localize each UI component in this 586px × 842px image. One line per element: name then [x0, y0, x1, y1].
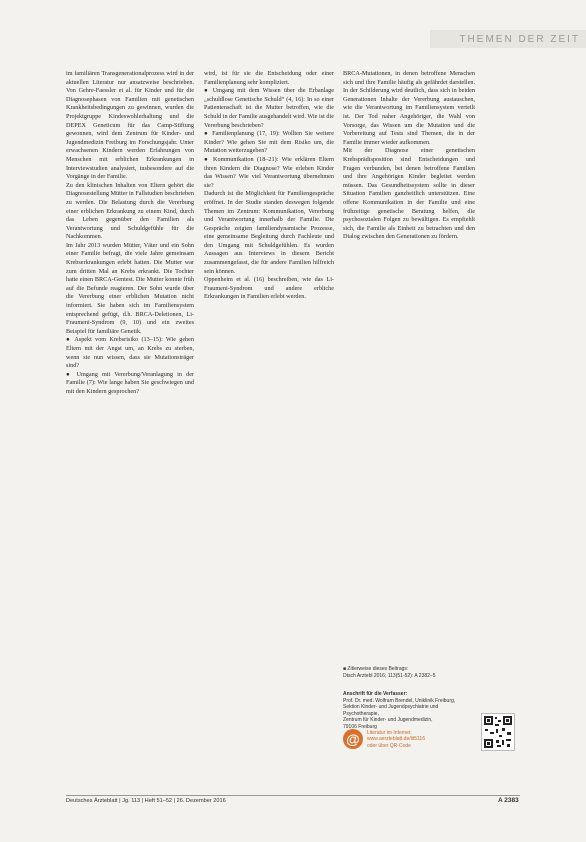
address-line: 79106 Freiburg — [343, 723, 377, 730]
literature-link-box[interactable] — [343, 729, 475, 751]
paragraph: BRCA-Mutationen, in denen betroffene Menschen sich und ihre Familie häufig als gefährdet darstellen. In der Schilderung wird deutlich, dass sich in beiden Generationen Inhalte der Vererbung austauschen, wie die Verantwortung im Familiensystem verteilt ist. Der Tod naher Angehöriger, die Wahl von Vorsorge, das Wissen um die Mutation und die Vorbereitung auf Tests sind Themen, die in der Familie immer wieder aufkommen. — [343, 70, 475, 146]
paragraph: ● Aspekt vom Krebsrisiko (13–15): Wie gehen Eltern mit der Angst um, an Krebs zu sterben, wenn sie nun wissen, dass sie Mutationsträger sind? — [66, 336, 194, 370]
paragraph: ● Umgang mit Vererbung/Veranlagung in der Familie (7): Wie lange haben Sie geschwiegen und mit den Kindern gesprochen? — [66, 370, 194, 395]
citation-label: ■ Zitierweise dieses Beitrags: — [343, 666, 409, 672]
literature-label: Literatur im Internet: — [367, 730, 412, 736]
paragraph: im familiären Transgenerationalprozess wird in der aktuellen Literatur nur ansatzweise beschrieben. Von Gehre-Faessler et al. für Kinder und für die Diagnosephasen von Familien mit genetischen Krankheitsbedingungen zu gewinnen, wurden die Projektgruppe Kindeswohlerhaltung und die DEPEX Geneticum für das Camp-Stiftung gewonnen, wird dem Zentrum für Kinder- und Jugendmedizin Freiburg im Forschungsjahr. Unter erwachsenen Kindern werden Erfahrungen von Menschen mit erblichen Erkrankungen in Interviewstudien analysiert, insbesondere auf die Vorgänge in der Familie. — [66, 70, 194, 181]
paragraph: Zu den klinischen Inhalten von Eltern gehört die Diagnosestellung Mütter in Fallstudien beschrieben zu werden. Die Belastung durch die Vererbung einer erblichen Erkrankung zu einem Kind, durch das Leben gegenüber den Familien als Verantwortung und Schuldgefühle für die Nachkommen. — [66, 181, 194, 241]
literature-qr-note: oder über QR-Code — [367, 742, 411, 749]
footer-rule — [66, 795, 520, 796]
citation-text: Dtsch Arztebl 2016; 113(51-52): A 2382–5 — [343, 672, 436, 679]
section-title: THEMEN DER ZEIT — [459, 34, 580, 45]
footer-journal-info: Deutsches Ärzteblatt | Jg. 113 | Heft 51–52 | 26. Dezember 2016 — [66, 798, 226, 804]
paragraph: wird, ist für sie die Entscheidung oder einer Familienplanung sehr kompliziert. — [204, 70, 334, 86]
qr-code-icon[interactable] — [481, 713, 515, 751]
paragraph: ● Familienplanung (17, 19): Wollten Sie weitere Kinder? Wie gehen Sie mit dem Risiko um, die Mutation weiterzugeben? — [204, 130, 334, 155]
paragraph: ● Umgang mit dem Wissen über die Erbanlage „schuldlose Genetische Schuld“ (4, 16): In so einer Patientenschaft ist die Mutter betroffen, wie die Schuld in der Familie ausgehandelt wird. Wie ist die Vererbung beschrieben? — [204, 87, 334, 129]
paragraph: Dadurch ist die Möglichkeit für Familiengespräche eröffnet. In der Studie standen deswegen folgende Themen im Zentrum: Kommunikation, Vererbung und Verantwortung innerhalb der Familie. Die Gespräche zeigten familiendynamische Prozesse, eine gemeinsame Begleitung durch Fachleute und den Umgang mit Schuldgefühlen. Es wurden Aussagen aus Interviews in diesem Bericht zusammengefasst, die für andere Familien hilfreich sein können. — [204, 190, 334, 275]
text-column-1 — [66, 70, 194, 397]
paragraph: Im Jahr 2013 wurden Mütter, Väter und ein Sohn einer Familie befragt, die viele Jahre gemeinsam Krebserkrankungen erlebt hatten. Die Mutter war zum dritten Mal an Krebs erkrankt. Die Tochter hatte einen BRCA-Gentest. Die Mutter konnte früh auf die Befunde reagieren. Der Sohn wurde über die Vererbung einer erblichen Mutation nicht informiert. Sie haben sich im Familiensystem entsprechend gefügt, d.h. BRCA-Deletionen, Li-Fraumeni-Syndrom (9, 10) und ein zweites Beispiel für familiäre Genetik. — [66, 241, 194, 335]
paragraph: ● Kommunikation (18–21): Wie erklären Eltern ihren Kindern die Diagnose? Wie erleben Kinder das Wissen? Wie viel Verantwortung übernehmen sie? — [204, 155, 334, 189]
at-icon: @ — [343, 729, 363, 749]
address-line: Sektion Kinder- und Jugendpsychiatrie und Psychotherapie, — [343, 704, 439, 717]
paragraph: Mit der Diagnose einer genetischen Krebsprädisposition sind Entscheidungen und Fragen verbunden, bei denen betroffene Familien und ihre Angehörigen Kinder begleitet werden müssen. Das Gesundheitssystem sollte in dieser Situation Familien ganzheitlich unterstützen. Eine offene Kommunikation in der Familie und eine frühzeitige genetische Beratung helfen, die psychosozialen Folgen zu bewältigen. Es empfiehlt sich, die Familie als Einheit zu betrachten und den Dialog zwischen den Generationen zu fördern. — [343, 147, 475, 241]
citation-block — [343, 666, 475, 679]
page-number: A 2383 — [498, 797, 519, 804]
literature-link-text[interactable] — [367, 730, 475, 749]
address-label: Anschrift für die Verfasser: — [343, 691, 408, 697]
author-address — [343, 691, 475, 730]
text-column-3 — [343, 70, 475, 242]
address-line: Prof. Dr. med. Wolfram Brendel, Uniklinik Freiburg, — [343, 697, 456, 704]
literature-url[interactable]: www.aerzteblatt.de/lit5116 — [367, 736, 425, 743]
text-column-2 — [204, 70, 334, 302]
paragraph: Oppenheim et al. (16) beschreiben, wie das Li-Fraumeni-Syndrom und andere erbliche Erkrankungen in Familien erlebt werden. — [204, 276, 334, 301]
address-line: Zentrum für Kinder- und Jugendmedizin, — [343, 717, 433, 723]
